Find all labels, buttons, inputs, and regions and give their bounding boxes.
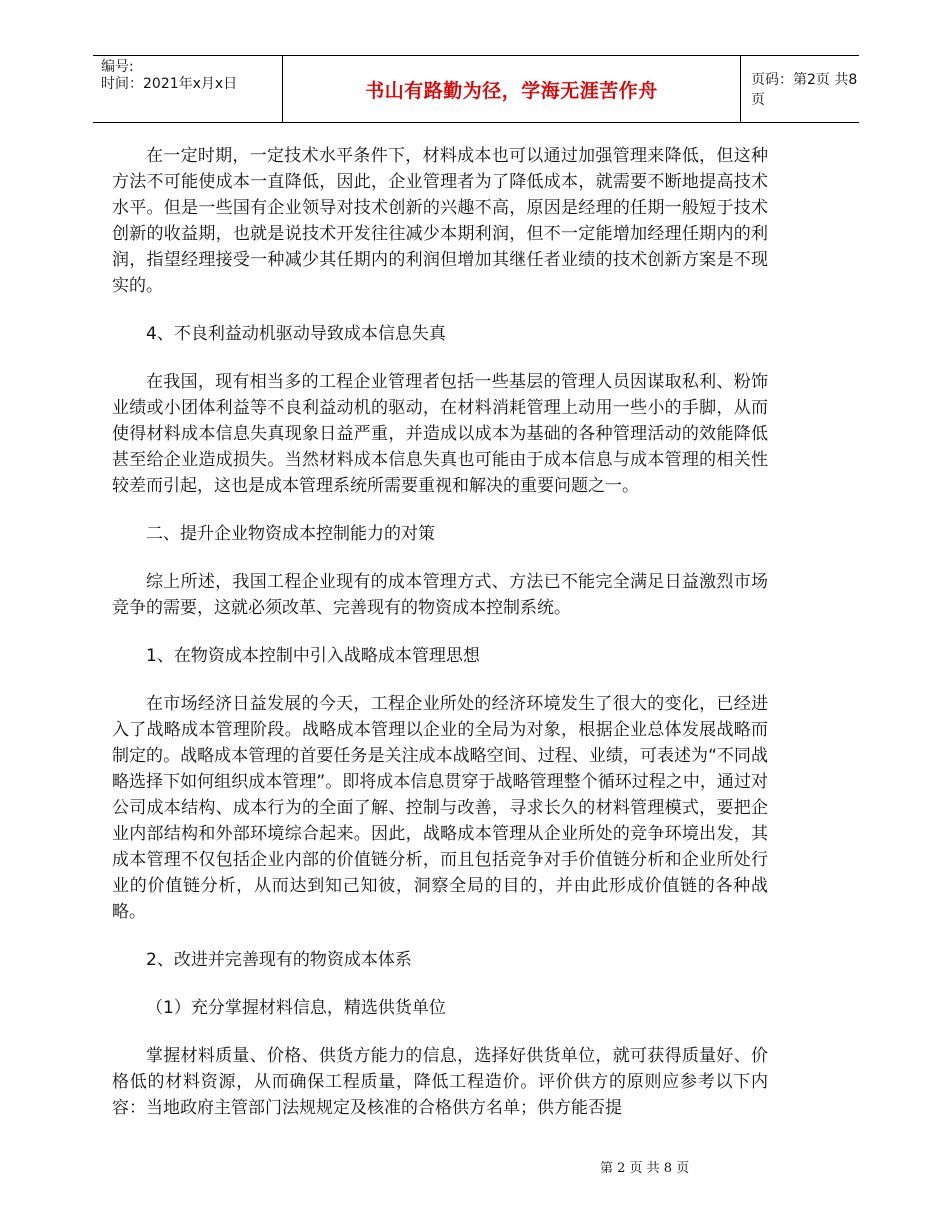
- document-time-label: 时间：2021年x月x日: [101, 76, 238, 92]
- header-meta-cell: [93, 56, 283, 122]
- section-heading: 4、不良利益动机驱动导致成本信息失真: [146, 324, 446, 344]
- body-paragraph: 在市场经济日益发展的今天，工程企业所处的经济环境发生了很大的变化，已经进入了战略成本管理阶段。战略成本管理以企业的全局为对象，根据企业总体发展战略而制定的。战略成本管理的首要任务是关注成本战略空间、过程、业绩，可表述为“不同战略选择下如何组织成本管理”。即将成本信息贯穿于战略管理整个循环过程之中，通过对公司成本结构、成本行为的全面了解、控制与改善，寻求长久的材料管理模式，要把企业内部结构和外部环境综合起来。因此，战略成本管理从企业所处的竞争环境出发，其成本管理不仅包括企业内部的价值链分析，而且包括竞争对手价值链分析和企业所处行业的价值链分析，从而达到知己知彼，洞察全局的目的，并由此形成价值链的各种战略。: [112, 694, 768, 922]
- body-paragraph: 掌握材料质量、价格、供货方能力的信息，选择好供货单位，就可获得质量好、价格低的材料资源，从而确保工程质量，降低工程造价。评价供方的原则应参考以下内容：当地政府主管部门法规规定及核准的合格供方名单；供方能否提: [112, 1046, 768, 1118]
- body-paragraph: 在一定时期，一定技术水平条件下，材料成本也可以通过加强管理来降低，但这种方法不可能使成本一直降低，因此，企业管理者为了降低成本，就需要不断地提高技术水平。但是一些国有企业领导对技术创新的兴趣不高，原因是经理的任期一般短于技术创新的收益期，也就是说技术开发往往减少本期利润，但不一定能增加经理任期内的利润，指望经理接受一种减少其任期内的利润但增加其继任者业绩的技术创新方案是不现实的。: [112, 146, 768, 296]
- section-heading: 1、在物资成本控制中引入战略成本管理思想: [146, 646, 480, 666]
- section-heading: 二、提升企业物资成本控制能力的对策: [146, 524, 435, 544]
- page-header: [93, 55, 859, 123]
- header-page-info: 页码：第2页 共8页: [751, 72, 858, 108]
- header-motto: 书山有路勤为径，学海无涯苦作舟: [365, 79, 658, 102]
- document-body: [112, 143, 768, 1143]
- body-paragraph: 在我国，现有相当多的工程企业管理者包括一些基层的管理人员因谋取私利、粉饰业绩或小团体利益等不良利益动机的驱动，在材料消耗管理上动用一些小的手脚，从而使得材料成本信息失真现象日益严重，并造成以成本为基础的各种管理活动的效能降低甚至给企业造成损失。当然材料成本信息失真也可能由于成本信息与成本管理的相关性较差而引起，这也是成本管理系统所需要重视和解决的重要问题之一。: [112, 372, 768, 496]
- page-footer: 第 2 页 共 8 页: [600, 1161, 690, 1176]
- header-motto-cell: [283, 56, 741, 122]
- document-number-label: 编号:: [101, 59, 134, 75]
- section-heading: 2、改进并完善现有的物资成本体系: [146, 950, 412, 970]
- subsection-heading: （1）充分掌握材料信息，精选供货单位: [146, 998, 446, 1018]
- body-paragraph: 综上所述，我国工程企业现有的成本管理方式、方法已不能完全满足日益激烈市场竞争的需要，这就必须改革、完善现有的物资成本控制系统。: [112, 572, 768, 618]
